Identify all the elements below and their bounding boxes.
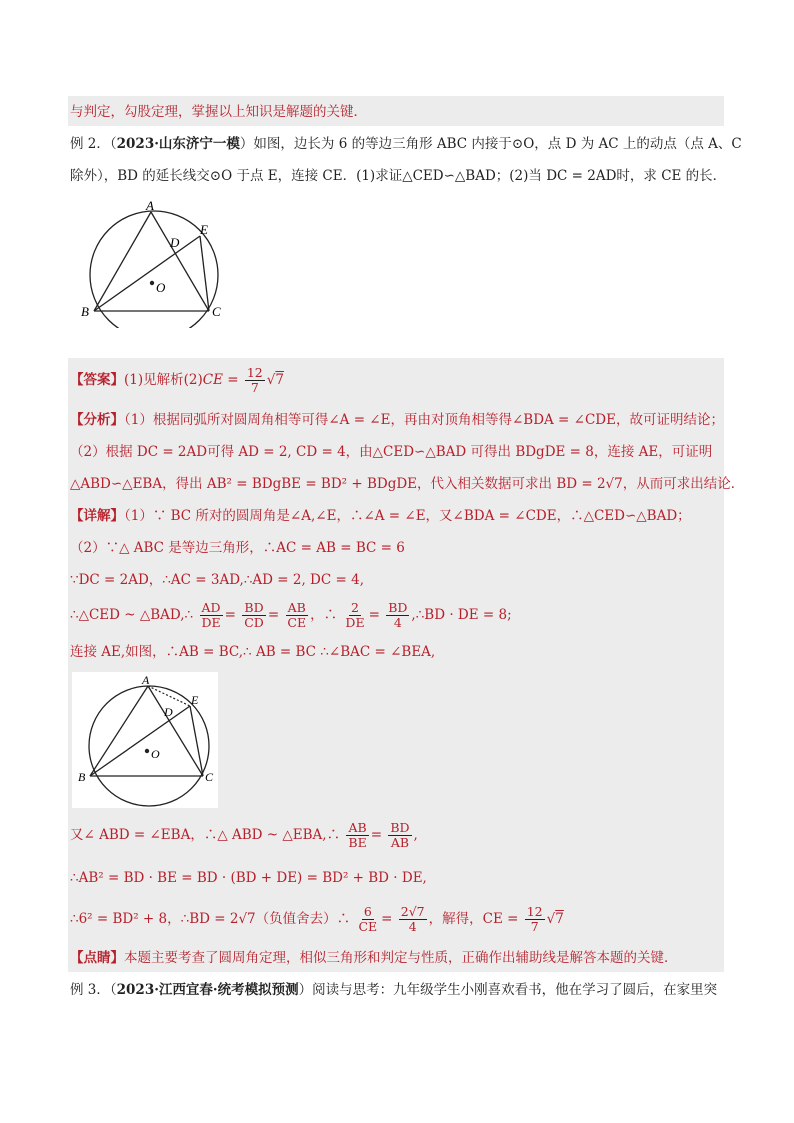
answer-tag: 【答案】 xyxy=(70,372,124,388)
example2-source: 2023·山东济宁一模 xyxy=(116,136,240,152)
frac-2root7-4: $\frac{2√7}{4}$ xyxy=(400,904,425,934)
label2-c: C xyxy=(205,770,214,784)
label2-a: A xyxy=(142,673,150,687)
label2-o: O xyxy=(151,747,160,761)
analysis-line3: △ABD∽△EBA，得出 AB² = BDgBE = BD² + BDgDE，代入相关数据可求出 BD = 2√7，从而可求出结论． xyxy=(70,476,745,492)
analysis-line1: 【分析】（1）根据同弧所对圆周角相等可得∠A = ∠E，再由对顶角相等得∠BDA = ∠CDE，故可证明结论； xyxy=(70,412,724,428)
detail-line6: 又∠ ABD = ∠EBA，∴△ ABD ~ △EBA,∴ $\frac{AB}{BE}$ = $\frac{BD}{AB}$ , xyxy=(70,820,418,850)
label2-d: D xyxy=(164,705,173,719)
detail-line7: ∴AB² = BD · BE = BD · (BD + DE) = BD² + BD · DE, xyxy=(70,870,427,886)
answer-fraction: $\frac{12}{7}$ xyxy=(246,365,263,395)
frac-ad-de: $\frac{AD}{DE}$ xyxy=(201,600,221,630)
detail-line1: 【详解】（1）∵ BC 所对的圆周角是∠A,∠E，∴∠A = ∠E，又∠BDA = ∠CDE，∴△CED∽△BAD； xyxy=(70,508,691,524)
comment-line: 【点睛】本题主要考查了圆周角定理，相似三角形和判定与性质，正确作出辅助线是解答本题的关键． xyxy=(70,950,678,966)
label2-e: E xyxy=(191,693,199,707)
answer-part1: (1)见解析(2) xyxy=(124,372,203,388)
frac-ab-be: $\frac{AB}{BE}$ xyxy=(348,820,367,850)
frac-6-ce: $\frac{6}{CE}$ xyxy=(358,904,378,934)
detail-line8: ∴6² = BD² + 8，∴BD = 2√7（负值舍去）∴ $\frac{6}{CE}$ = $\frac{2√7}{4}$ ，解得，CE = $\frac{12}{7}$ √7 xyxy=(70,904,564,934)
circle-figure-1 xyxy=(76,198,236,328)
frac-12-7: $\frac{12}{7}$ xyxy=(526,904,543,934)
detail-line2: （2）∵△ ABC 是等边三角形，∴AC = AB = BC = 6 xyxy=(70,540,405,556)
example3-line: 例 3．（2023·江西宜春·统考模拟预测）阅读与思考：九年级学生小刚喜欢看书，他在学习了圆后，在家里突 xyxy=(70,982,718,998)
example2-line1 xyxy=(70,134,742,154)
answer-ce: CE = xyxy=(202,372,239,388)
label-b: B xyxy=(81,304,89,319)
frac-bd-ab: $\frac{BD}{AB}$ xyxy=(390,820,410,850)
analysis-line2: （2）根据 DC = 2AD可得 AD = 2, CD = 4，由△CED∽△BAD 可得出 BDgDE = 8，连接 AE，可证明 xyxy=(70,444,713,460)
detail-line3: ∵DC = 2AD，∴AC = 3AD,∴AD = 2, DC = 4, xyxy=(70,572,364,588)
frac-bd-cd: $\frac{BD}{CD}$ xyxy=(244,600,264,630)
example3-source: 2023·江西宜春·统考模拟预测 xyxy=(116,982,299,998)
frac-bd-4: $\frac{BD}{4}$ xyxy=(388,600,408,630)
figure-2-box xyxy=(72,672,218,808)
frac-2-de: $\frac{2}{DE}$ xyxy=(345,600,365,630)
label-d: D xyxy=(170,235,180,250)
detail-tag: 【详解】 xyxy=(70,508,124,524)
example2-line2: 除外），BD 的延长线交⊙O 于点 E，连接 CE．(1)求证△CED∽△BAD；(2)当 DC = 2AD时，求 CE 的长． xyxy=(70,168,727,184)
answer-line: 【答案】(1)见解析(2)CE = $\frac{12}{7}$ √7 xyxy=(70,365,284,395)
label-o: O xyxy=(156,280,166,295)
label2-b: B xyxy=(78,770,86,784)
label-e: E xyxy=(200,222,208,237)
label-a: A xyxy=(146,198,154,213)
comment-tag: 【点睛】 xyxy=(70,950,124,966)
example2-prefix: 例 2．（ xyxy=(70,136,117,152)
detail-line4: ∴△CED ~ △BAD,∴ $\frac{AD}{DE}$ = $\frac{BD}{CD}$ = $\frac{AB}{CE}$ ，∴ $\frac{2}{DE}$ = $\frac{BD}{4}$ ,∴BD · DE = 8; xyxy=(70,600,512,630)
example2-text1: ）如图，边长为 6 的等边三角形 ABC 内接于⊙O，点 D 为 AC 上的动点（点 A、C xyxy=(239,136,742,152)
circle-figure-2 xyxy=(72,672,218,808)
frac-ab-ce: $\frac{AB}{CE}$ xyxy=(287,600,307,630)
label-c: C xyxy=(212,304,221,319)
detail-line5: 连接 AE,如图，∴AB = BC,∴ AB = BC ∴∠BAC = ∠BEA, xyxy=(70,644,436,660)
prev-ending: 与判定，勾股定理，掌握以上知识是解题的关键． xyxy=(70,104,367,120)
analysis-tag: 【分析】 xyxy=(70,412,124,428)
